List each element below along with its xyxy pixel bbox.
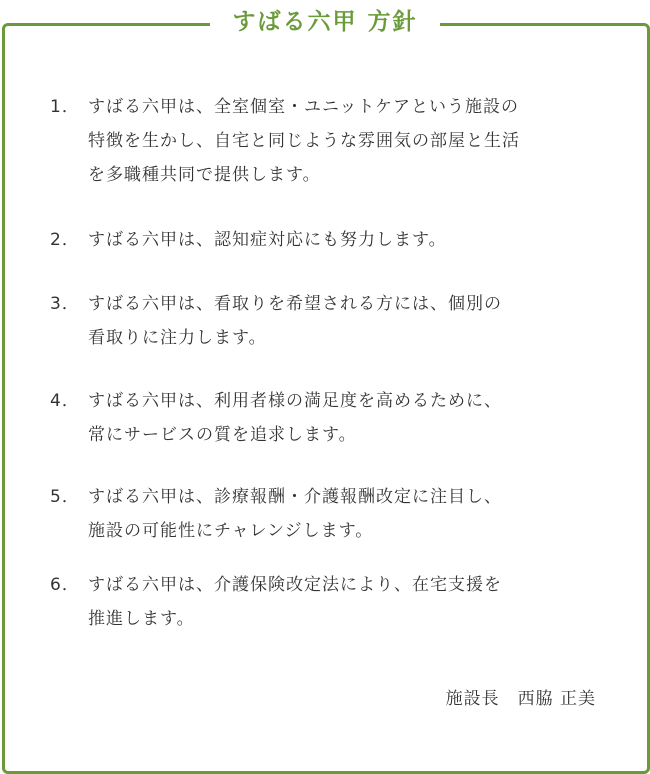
policy-number: 2． bbox=[50, 230, 80, 250]
policy-number: 1． bbox=[50, 97, 80, 117]
policy-text: すばる六甲は、認知症対応にも努力します。 bbox=[88, 230, 447, 250]
policy-number: 5． bbox=[50, 487, 80, 507]
signature: 施設長 西脇 正美 bbox=[445, 689, 596, 709]
policy-text: すばる六甲は、利用者様の満足度を高めるために、 常にサービスの質を追求します。 bbox=[88, 391, 502, 445]
policy-text: すばる六甲は、診療報酬・介護報酬改定に注目し、 施設の可能性にチャレンジします。 bbox=[88, 487, 502, 541]
page-title: すばる六甲 方針 bbox=[210, 4, 439, 40]
policy-item-2 bbox=[50, 223, 610, 257]
policy-item-4 bbox=[50, 384, 610, 452]
policy-number: 3． bbox=[50, 294, 80, 314]
policy-number: 6． bbox=[50, 575, 80, 595]
policy-item-6 bbox=[50, 568, 610, 636]
policy-item-3 bbox=[50, 287, 610, 355]
policy-text: すばる六甲は、介護保険改定法により、在宅支援を 推進します。 bbox=[88, 575, 502, 629]
policy-item-1 bbox=[50, 90, 610, 192]
policy-item-5 bbox=[50, 480, 610, 548]
policy-text: すばる六甲は、看取りを希望される方には、個別の 看取りに注力します。 bbox=[88, 294, 502, 348]
title-wrap bbox=[0, 4, 650, 40]
policy-text: すばる六甲は、全室個室・ユニットケアという施設の 特徴を生かし、自宅と同じような雰囲気の部屋と生活 を多職種共同で提供します。 bbox=[88, 97, 520, 185]
policy-number: 4． bbox=[50, 391, 80, 411]
